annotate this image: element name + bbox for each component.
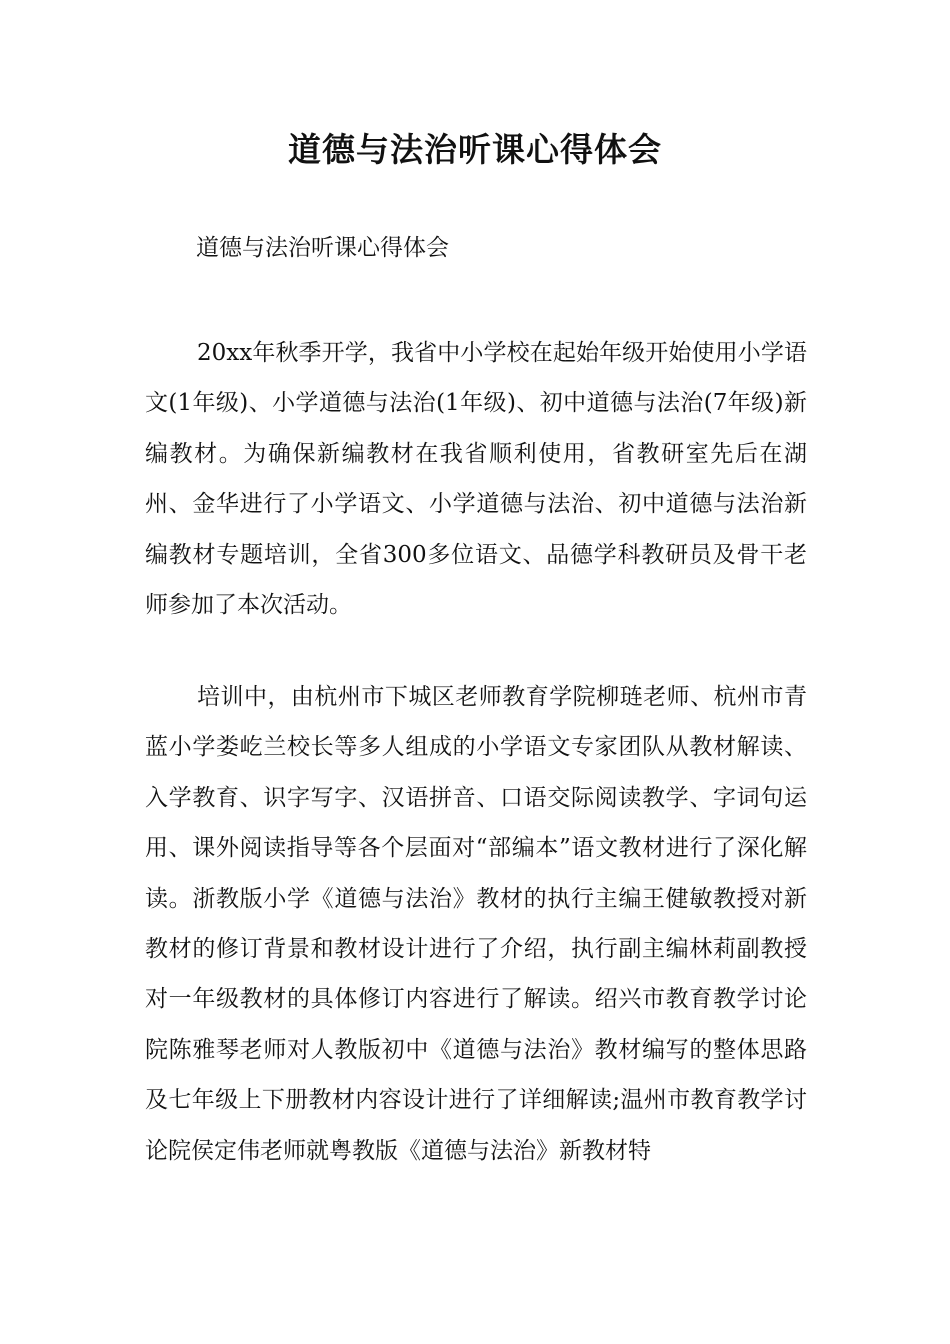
document-subtitle: 道德与法治听课心得体会 xyxy=(196,235,449,261)
document-title: 道德与法治听课心得体会 xyxy=(288,130,662,169)
paragraph-2: 培训中，由杭州市下城区老师教育学院柳琏老师、杭州市青蓝小学娄屹兰校长等多人组成的小学语文专家团队从教材解读、入学教育、识字写字、汉语拼音、口语交际阅读教学、字词句运用、课外阅读指导等各个层面对“部编本”语文教材进行了深化解读。浙教版小学《道德与法治》教材的执行主编王健敏教授对新教材的修订背景和教材设计进行了介绍，执行副主编林莉副教授对一年级教材的具体修订内容进行了解读。绍兴市教育教学讨论院陈雅琴老师对人教版初中《道德与法治》教材编写的整体思路及七年级上下册教材内容设计进行了详细解读;温州市教育教学讨论院侯定伟老师就粤教版《道德与法治》新教材特 xyxy=(145,684,807,1164)
paragraph-1: 20xx年秋季开学，我省中小学校在起始年级开始使用小学语文(1年级)、小学道德与法治(1年级)、初中道德与法治(7年级)新编教材。为确保新编教材在我省顺利使用，省教研室先后在湖州、金华进行了小学语文、小学道德与法治、初中道德与法治新编教材专题培训，全省300多位语文、品德学科教研员及骨干老师参加了本次活动。 xyxy=(145,340,807,619)
